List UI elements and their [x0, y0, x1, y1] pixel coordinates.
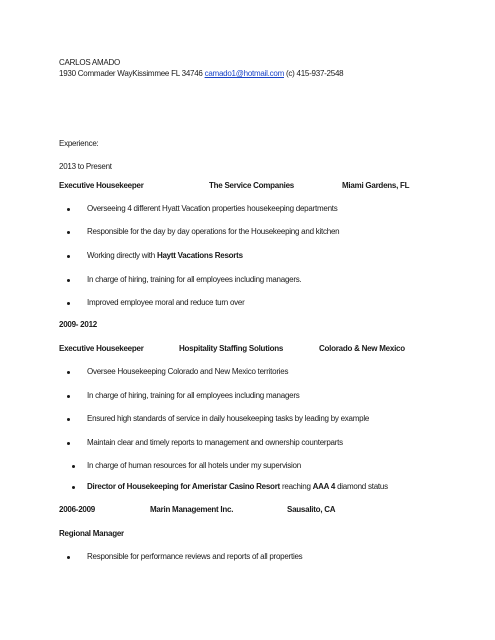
job-company: Marin Management Inc.: [150, 505, 234, 514]
bullet-dot: [67, 208, 70, 211]
bullet-bold-text: Haytt Vacations Resorts: [156, 251, 243, 260]
job-title: Executive Housekeeper: [59, 344, 144, 353]
job-bullet: Oversee Housekeeping Colorado and New Mexico territories: [87, 367, 289, 376]
bullet-text: reaching: [279, 482, 313, 491]
job-bullet: Overseeing 4 different Hyatt Vacation properties housekeeping departments: [87, 204, 338, 213]
bullet-dot: [67, 442, 70, 445]
job-bullet: In charge of hiring, training for all employees including managers.: [87, 275, 302, 284]
job-bullet: In charge of hiring, training for all employees including managers: [87, 391, 300, 400]
bullet-dot: [67, 556, 70, 559]
candidate-name: CARLOS AMADO: [59, 58, 121, 67]
experience-heading: Experience:: [59, 139, 99, 148]
bullet-dot: [67, 371, 70, 374]
bullet-text: Working directly with: [87, 251, 157, 260]
address: 1930 Commader WayKissimmee FL 34746: [59, 69, 203, 78]
phone: (c) 415-937-2548: [285, 69, 344, 78]
job-dates: 2009- 2012: [59, 320, 97, 329]
job-dates: 2013 to Present: [59, 162, 112, 171]
job-bullet: [87, 251, 243, 261]
job-title: Regional Manager: [59, 529, 124, 538]
job-bullet: [87, 482, 388, 492]
job-dates: 2006-2009: [59, 505, 96, 514]
job-bullet: Maintain clear and timely reports to management and ownership counterparts: [87, 438, 343, 447]
bullet-text: diamond status: [335, 482, 388, 491]
job-location: Miami Gardens, FL: [342, 181, 410, 190]
job-location: Colorado & New Mexico: [319, 344, 405, 353]
bullet-bold-text: Director of Housekeeping for Ameristar Casino Resort: [87, 482, 280, 491]
bullet-dot: [67, 418, 70, 421]
bullet-dot: [67, 302, 70, 305]
job-bullet: Improved employee moral and reduce turn over: [87, 298, 245, 307]
job-bullet: In charge of human resources for all hotels under my supervision: [87, 461, 301, 470]
bullet-dot: [67, 279, 70, 282]
job-bullet: Responsible for the day by day operations for the Housekeeping and kitchen: [87, 227, 340, 236]
job-company: The Service Companies: [209, 181, 295, 190]
job-bullet: Ensured high standards of service in daily housekeeping tasks by leading by example: [87, 414, 370, 423]
bullet-dot: [72, 486, 75, 489]
job-title: Executive Housekeeper: [59, 181, 144, 190]
bullet-dot: [67, 231, 70, 234]
bullet-bold-text: AAA 4: [312, 482, 336, 491]
bullet-dot: [72, 465, 75, 468]
email-link[interactable]: camado1@hotmail.com: [204, 69, 284, 78]
job-location: Sausalito, CA: [287, 505, 336, 514]
contact-line: [59, 69, 343, 79]
job-company: Hospitality Staffing Solutions: [179, 344, 284, 353]
bullet-dot: [67, 395, 70, 398]
bullet-dot: [67, 255, 70, 258]
job-bullet: Responsible for performance reviews and reports of all properties: [87, 552, 303, 561]
